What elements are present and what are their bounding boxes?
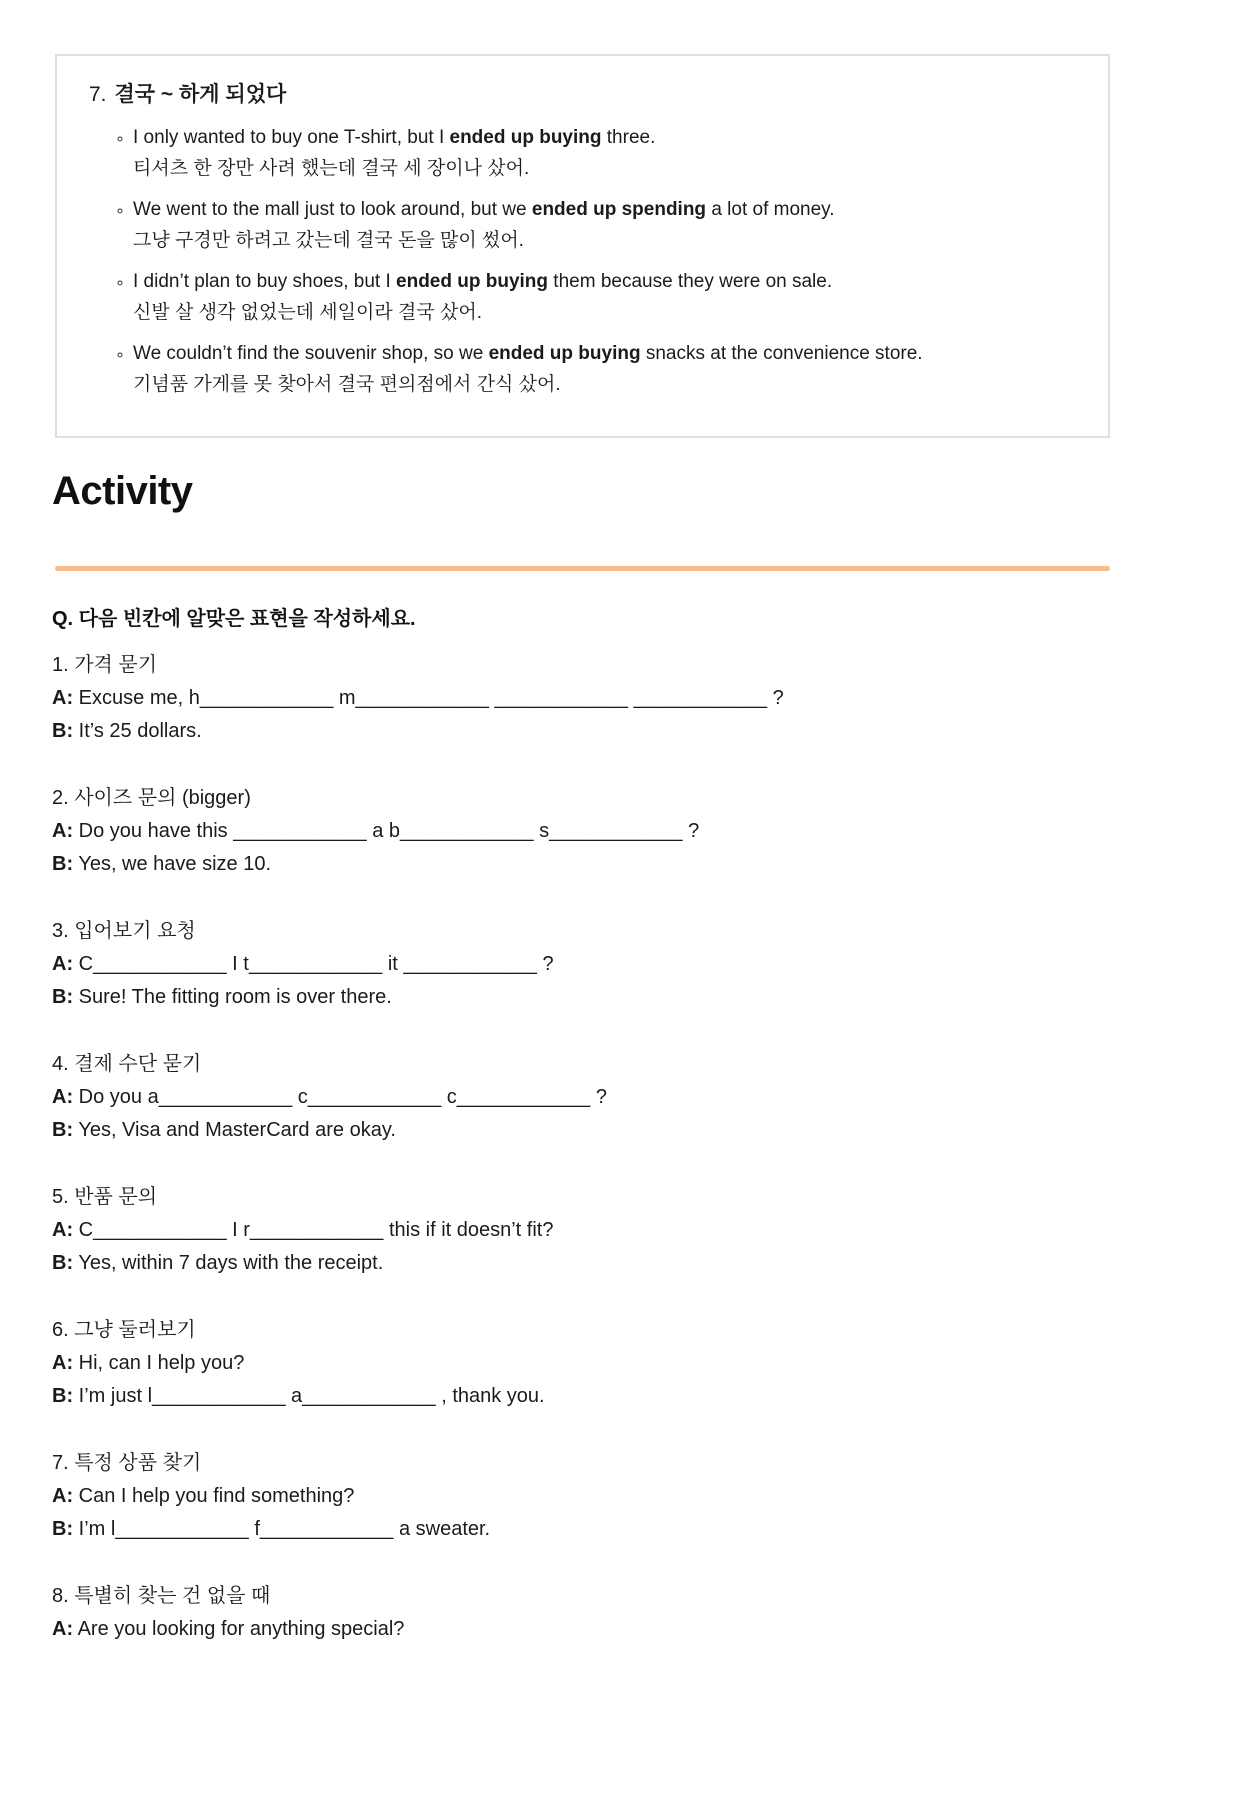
dialog-heading: 4. 결제 수단 묻기 [52, 1053, 202, 1075]
speaker-b-label: B: [52, 720, 74, 742]
example-korean: 티셔츠 한 장만 사려 했는데 결국 세 장이나 샀어. [133, 158, 530, 179]
bold-phrase: ended up buying [488, 343, 641, 364]
example-list [87, 122, 1038, 400]
dialog-line-a [52, 1347, 1241, 1380]
dialog-line-a [52, 1214, 1241, 1247]
dialog-a-text: Do you have this ____________ a b____________ s____________ ? [78, 820, 700, 842]
dialog-line-b [52, 1247, 1241, 1280]
dialog-heading: 7. 특정 상품 찾기 [52, 1452, 202, 1474]
dialog-line-b [52, 1114, 1241, 1147]
section-divider [55, 566, 1110, 571]
pattern-title: 결국 ~ 하게 되었다 [114, 83, 287, 106]
dialog-b-text: Yes, Visa and MasterCard are okay. [78, 1119, 396, 1141]
dialog-line-a [52, 948, 1241, 981]
dialog-line-a [52, 815, 1241, 848]
speaker-a-label: A: [52, 1352, 74, 1374]
dialog-a-text: Excuse me, h____________ m____________ ____________ ____________ ? [78, 687, 784, 709]
dialog-line-b [52, 1513, 1241, 1546]
dialog-line-a [52, 682, 1241, 715]
dialog-b-text: I’m l____________ f____________ a sweater. [78, 1518, 491, 1540]
speaker-a-label: A: [52, 1219, 74, 1241]
speaker-b-label: B: [52, 853, 74, 875]
dialog-heading: 1. 가격 묻기 [52, 654, 158, 676]
dialog-line-b [52, 1380, 1241, 1413]
bold-phrase: ended up buying [396, 271, 549, 292]
speaker-a-label: A: [52, 1485, 74, 1507]
example-item [133, 194, 1038, 256]
dialog-heading: 2. 사이즈 문의 (bigger) [52, 787, 251, 809]
dialog-heading: 5. 반품 문의 [52, 1186, 158, 1208]
bold-phrase: ended up spending [531, 199, 707, 220]
dialog-line-a [52, 1081, 1241, 1114]
dialog-heading: 8. 특별히 찾는 건 없을 때 [52, 1585, 271, 1607]
example-english: I only wanted to buy one T-shirt, but I ended up buying three. [133, 127, 656, 148]
dialog-line-a [52, 1480, 1241, 1513]
dialog-a-text: Do you a____________ c____________ c____________ ? [78, 1086, 607, 1108]
speaker-a-label: A: [52, 953, 74, 975]
dialog-b-text: Sure! The fitting room is over there. [78, 986, 392, 1008]
speaker-b-label: B: [52, 1252, 74, 1274]
dialog-line-b [52, 981, 1241, 1014]
dialog-b-text: Yes, we have size 10. [78, 853, 272, 875]
bold-phrase: ended up buying [449, 127, 602, 148]
pattern-number: 7. [89, 83, 107, 106]
dialog-item-1 [52, 649, 1241, 748]
speaker-a-label: A: [52, 1618, 74, 1640]
dialog-item-2 [52, 782, 1241, 881]
example-korean: 그냥 구경만 하려고 갔는데 결국 돈을 많이 썼어. [133, 230, 524, 251]
example-english: We couldn’t find the souvenir shop, so we ended up buying snacks at the convenience store. [133, 343, 923, 364]
dialog-heading: 3. 입어보기 요청 [52, 920, 196, 942]
example-item [133, 122, 1038, 184]
speaker-b-label: B: [52, 1518, 74, 1540]
dialog-a-text: Hi, can I help you? [78, 1352, 245, 1374]
question-prompt: Q. 다음 빈칸에 알맞은 표현을 작성하세요. [52, 608, 416, 630]
dialog-b-text: I’m just l____________ a____________ , thank you. [78, 1385, 545, 1407]
pattern-title-row [87, 80, 1078, 110]
speaker-a-label: A: [52, 1086, 74, 1108]
dialog-b-text: It’s 25 dollars. [78, 720, 202, 742]
speaker-a-label: A: [52, 820, 74, 842]
dialog-item-5 [52, 1181, 1241, 1280]
example-english: We went to the mall just to look around, but we ended up spending a lot of money. [133, 199, 835, 220]
speaker-a-label: A: [52, 687, 74, 709]
dialog-line-b [52, 715, 1241, 748]
activity-heading: Activity [52, 469, 193, 513]
example-item [133, 266, 1038, 328]
dialog-item-8 [52, 1580, 1241, 1646]
dialog-b-text: Yes, within 7 days with the receipt. [78, 1252, 384, 1274]
dialog-a-text: C____________ I t____________ it ____________ ? [78, 953, 554, 975]
example-english: I didn’t plan to buy shoes, but I ended up buying them because they were on sale. [133, 271, 833, 292]
example-korean: 신발 살 생각 없었는데 세일이라 결국 샀어. [133, 302, 482, 323]
speaker-b-label: B: [52, 986, 74, 1008]
worksheet-page [0, 54, 1241, 1646]
dialog-item-7 [52, 1447, 1241, 1546]
dialog-heading: 6. 그냥 둘러보기 [52, 1319, 196, 1341]
dialog-a-text: Can I help you find something? [78, 1485, 355, 1507]
grammar-pattern-box [55, 54, 1110, 438]
dialog-a-text: C____________ I r____________ this if it doesn’t fit? [78, 1219, 554, 1241]
dialog-line-a [52, 1613, 1241, 1646]
dialog-a-text: Are you looking for anything special? [77, 1618, 405, 1640]
dialog-line-b [52, 848, 1241, 881]
speaker-b-label: B: [52, 1385, 74, 1407]
speaker-b-label: B: [52, 1119, 74, 1141]
example-item [133, 338, 1038, 400]
dialog-item-3 [52, 915, 1241, 1014]
dialog-item-4 [52, 1048, 1241, 1147]
dialog-item-6 [52, 1314, 1241, 1413]
example-korean: 기념품 가게를 못 찾아서 결국 편의점에서 간식 샀어. [133, 374, 561, 395]
